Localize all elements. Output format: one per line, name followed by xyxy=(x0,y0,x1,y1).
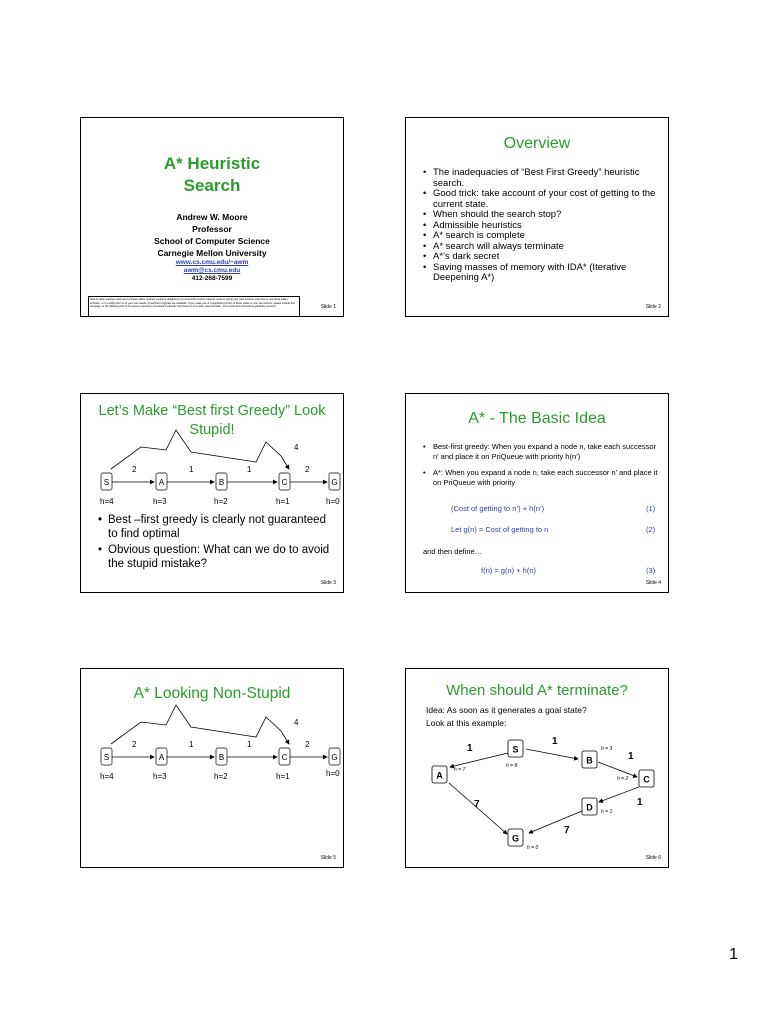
list-item: • Obvious question: What can we do to avoid the stupid mistake? xyxy=(98,544,338,571)
edge xyxy=(450,753,508,767)
heuristic-label: h = 0 xyxy=(527,845,539,851)
equation-1-number: (1) xyxy=(646,504,656,513)
list-item: • A* search will always terminate xyxy=(423,242,663,253)
slide-number: Slide 2 xyxy=(645,304,661,310)
slide-title: A* - The Basic Idea xyxy=(468,410,606,427)
slide-number: Slide 6 xyxy=(645,855,661,861)
edge-cost: 1 xyxy=(247,740,252,749)
edge-cost: 1 xyxy=(247,465,252,474)
edge-cost: 2 xyxy=(132,740,137,749)
slide-title: A* Heuristic Search xyxy=(163,154,261,195)
list-item: • Best –first greedy is clearly not guaranteed to find optimal xyxy=(98,514,338,541)
svg-text:A: A xyxy=(158,478,165,487)
list-item: • When should the search stop? xyxy=(423,210,663,221)
idea-text: Idea: As soon as it generates a goal state? xyxy=(426,705,587,715)
list-item: • A*’s dark secret xyxy=(423,252,663,263)
edge xyxy=(526,749,578,759)
slide-title: Let’s Make “Best first Greedy” Look Stupid! xyxy=(98,403,326,438)
slide-number: Slide 1 xyxy=(320,304,336,310)
heuristic-label: h=2 xyxy=(214,497,228,506)
graph-node-b xyxy=(582,751,597,768)
edge-cost: 7 xyxy=(474,799,480,810)
equation-3: f(n) = g(n) + h(n) xyxy=(481,566,537,575)
heuristic-label: h=3 xyxy=(153,772,167,781)
graph-node-a xyxy=(156,473,167,490)
graph-node-g xyxy=(329,473,340,490)
graph-node-b xyxy=(216,748,227,765)
svg-text:C: C xyxy=(643,774,650,785)
svg-text:A: A xyxy=(158,753,165,762)
list-item: • Saving masses of memory with IDA* (Iterative Deepening A*) xyxy=(423,263,663,284)
graph-node-d xyxy=(582,798,597,815)
astar-path-diagram xyxy=(81,669,344,789)
graph-node-g xyxy=(508,829,523,846)
long-edge-cost: 4 xyxy=(294,718,299,727)
email-link[interactable]: awm@cs.cmu.edu xyxy=(183,267,241,274)
graph-node-s xyxy=(508,740,523,757)
heuristic-label: h = 3 xyxy=(601,746,613,752)
slide-title: Overview xyxy=(503,135,571,152)
list-item: • The inadequacies of “Best First Greedy” heuristic search. xyxy=(423,168,663,189)
author-name: Andrew W. Moore xyxy=(176,212,248,222)
edge-cost: 1 xyxy=(467,743,473,754)
heuristic-label: h=3 xyxy=(153,497,167,506)
svg-text:D: D xyxy=(586,802,593,813)
edge-cost: 2 xyxy=(305,465,310,474)
edge-cost: 1 xyxy=(552,736,558,747)
svg-text:S: S xyxy=(512,744,519,755)
svg-text:B: B xyxy=(218,753,225,762)
slide-2 xyxy=(405,117,669,317)
heuristic-label: h=0 xyxy=(326,497,340,506)
slide-title: When should A* terminate? xyxy=(446,682,628,699)
graph-node-s xyxy=(101,748,112,765)
edge xyxy=(529,811,582,833)
long-edge-cost: 4 xyxy=(294,443,299,452)
list-item: • A*: When you expand a node n, take each successor n’ and place it on PriQueue with priority xyxy=(423,468,663,488)
graph-node-c xyxy=(279,473,290,490)
phone-number: 412-268-7599 xyxy=(191,275,233,282)
svg-text:C: C xyxy=(281,478,288,487)
edge-cost: 1 xyxy=(637,797,643,808)
list-item: • Good trick: take account of your cost of getting to the current state. xyxy=(423,189,663,210)
graph-node-a xyxy=(432,766,447,783)
graph-node-b xyxy=(216,473,227,490)
author-block xyxy=(81,211,343,259)
slide-title: A* Looking Non-Stupid xyxy=(133,685,291,702)
svg-text:G: G xyxy=(511,833,520,844)
graph-node-c xyxy=(639,770,654,787)
slide-1 xyxy=(80,117,344,317)
edge-cost: 7 xyxy=(564,825,570,836)
svg-text:G: G xyxy=(331,753,338,762)
heuristic-label: h=4 xyxy=(100,772,114,781)
greedy-path-diagram xyxy=(81,394,344,514)
heuristic-label: h = 1 xyxy=(601,809,613,815)
overview-bullets xyxy=(423,168,663,284)
edge-cost: 1 xyxy=(189,740,194,749)
slide-5 xyxy=(80,668,344,868)
edge xyxy=(598,762,637,777)
edge-cost: 1 xyxy=(628,751,634,762)
svg-text:S: S xyxy=(103,478,110,487)
equation-2: Let g(n) = Cost of getting to n xyxy=(451,525,549,534)
long-edge xyxy=(111,430,289,469)
heuristic-label: h = 7 xyxy=(454,767,466,773)
look-text: Look at this example: xyxy=(426,718,507,728)
slide-bullets xyxy=(98,514,338,571)
page-number: 1 xyxy=(729,946,738,963)
svg-text:G: G xyxy=(331,478,338,487)
heuristic-label: h=1 xyxy=(276,497,290,506)
equation-2-number: (2) xyxy=(646,525,656,534)
svg-text:C: C xyxy=(281,753,288,762)
svg-text:B: B xyxy=(586,755,593,766)
teacher-note: Note to other teachers and users of these slides. Andrew would be delighted if you found this source material useful in giving your own lectures. Feel free to use these slides verbatim, or to modify them to fit your own needs. PowerPoint originals are available. If you make use of a significant portion of these slides in your own lecture, please include this message, or the following link to the source repository of Andrew's tutorials: http://www.cs.cmu.edu/~awm/tutorials . Comments and corrections gratefully received. xyxy=(88,296,300,317)
svg-text:B: B xyxy=(218,478,225,487)
equation-1: (Cost of getting to n’) + h(n’) xyxy=(451,504,545,513)
list-item: • Admissible heuristics xyxy=(423,221,663,232)
heuristic-label: h = 2 xyxy=(617,776,629,782)
then-define-text: and then define… xyxy=(423,547,483,556)
heuristic-label: h=1 xyxy=(276,772,290,781)
edge-cost: 2 xyxy=(305,740,310,749)
graph-node-s xyxy=(101,473,112,490)
author-university: Carnegie Mellon University xyxy=(157,248,267,258)
edge xyxy=(599,787,639,802)
edge-cost: 1 xyxy=(189,465,194,474)
edge-cost: 2 xyxy=(132,465,137,474)
web-link[interactable]: www.cs.cmu.edu/~awm xyxy=(175,259,249,266)
heuristic-label: h = 8 xyxy=(506,763,518,769)
list-item: • Best-first greedy: When you expand a node n, take each successor n’ and place it on PriQueue with priority h(n’) xyxy=(423,442,663,462)
author-school: School of Computer Science xyxy=(154,236,270,246)
slide-bullets xyxy=(423,442,663,488)
slide-number: Slide 5 xyxy=(320,855,336,861)
heuristic-label: h=0 xyxy=(326,769,340,778)
heuristic-label: h=4 xyxy=(100,497,114,506)
equation-3-number: (3) xyxy=(646,566,656,575)
graph-node-c xyxy=(279,748,290,765)
heuristic-label: h=2 xyxy=(214,772,228,781)
svg-text:A: A xyxy=(436,770,443,781)
long-edge xyxy=(111,705,289,744)
slide-6 xyxy=(405,668,669,868)
contact-block xyxy=(81,259,343,283)
graph-node-a xyxy=(156,748,167,765)
list-item: • A* search is complete xyxy=(423,231,663,242)
slide-4 xyxy=(405,393,669,593)
author-role: Professor xyxy=(192,224,232,234)
graph-node-g xyxy=(329,748,340,765)
slide-number: Slide 4 xyxy=(645,580,661,586)
svg-text:S: S xyxy=(103,753,110,762)
termination-graph xyxy=(406,669,669,868)
slide-3 xyxy=(80,393,344,593)
slide-number: Slide 3 xyxy=(320,580,336,586)
